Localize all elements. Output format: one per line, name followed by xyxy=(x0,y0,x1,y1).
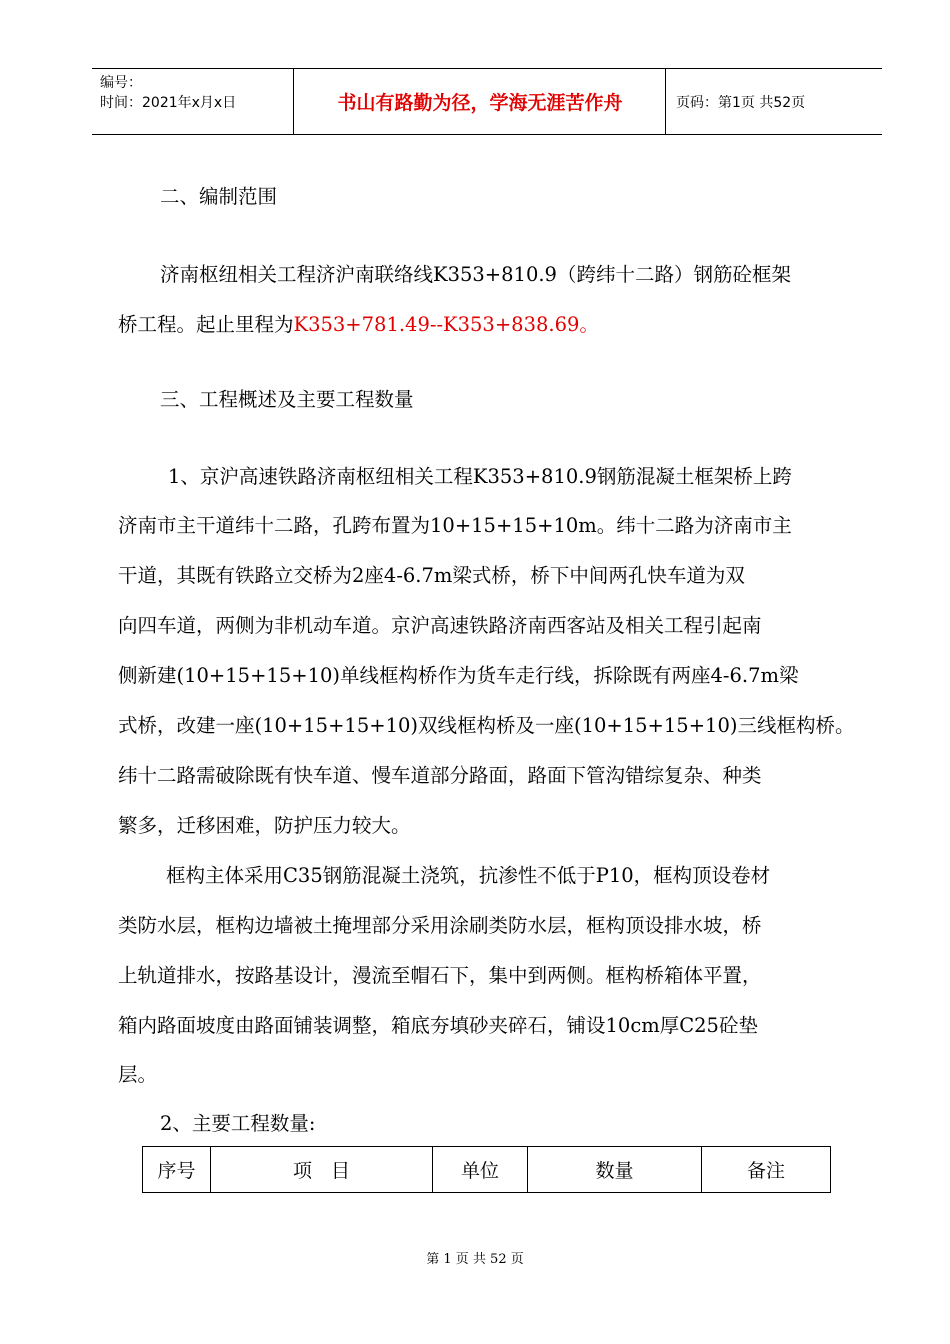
section-heading-overview: 三、工程概述及主要工程数量 xyxy=(160,388,414,411)
paragraph-line: 式桥，改建一座(10+15+15+10)双线框构桥及一座(10+15+15+10)三线框构桥。 xyxy=(118,714,855,737)
page-footer: 第 1 页 共 52 页 xyxy=(426,1252,524,1267)
table-header-cell: 序号 xyxy=(143,1147,211,1193)
header-motto: 书山有路勤为径，学海无涯苦作舟 xyxy=(337,92,623,114)
paragraph-line: 侧新建(10+15+15+10)单线框构桥作为货车走行线，拆除既有两座4-6.7m梁 xyxy=(118,664,799,687)
paragraph-line: 框构主体采用C35钢筋混凝土浇筑，抗渗性不低于P10，框构顶设卷材 xyxy=(166,864,771,887)
table-header-cell: 备注 xyxy=(702,1147,831,1193)
mileage-range: K353+781.49--K353+838.69。 xyxy=(293,313,599,336)
paragraph-line: 上轨道排水，按路基设计，漫流至帽石下，集中到两侧。框构桥箱体平置， xyxy=(118,964,762,987)
table-header-cell: 数量 xyxy=(528,1147,702,1193)
paragraph-line: 繁多，迁移困难，防护压力较大。 xyxy=(118,814,411,837)
paragraph-line: 干道，其既有铁路立交桥为2座4-6.7m梁式桥，桥下中间两孔快车道为双 xyxy=(118,564,745,587)
document-number-label: 编号： xyxy=(100,75,142,91)
header-page-info: 页码：第1页 共52页 xyxy=(676,94,806,111)
scope-text-prefix: 桥工程。起止里程为 xyxy=(118,313,294,336)
document-time-label: 时间：2021年x月x日 xyxy=(100,95,237,111)
scope-text-line xyxy=(118,309,599,337)
table-header-cell: 单位 xyxy=(433,1147,528,1193)
paragraph-line: 济南市主干道纬十二路，孔跨布置为10+15+15+10m。纬十二路为济南市主 xyxy=(118,514,792,537)
section-heading-scope: 二、编制范围 xyxy=(160,185,278,208)
scope-text-line: 济南枢纽相关工程济沪南联络线K353+810.9（跨纬十二路）钢筋砼框架 xyxy=(160,263,791,286)
paragraph-line: 类防水层，框构边墙被土掩埋部分采用涂刷类防水层，框构顶设排水坡，桥 xyxy=(118,914,762,937)
paragraph-line: 向四车道，两侧为非机动车道。京沪高速铁路济南西客站及相关工程引起南 xyxy=(118,614,762,637)
table-header-row xyxy=(143,1147,831,1193)
quantities-table xyxy=(142,1146,831,1193)
paragraph-line: 层。 xyxy=(118,1063,158,1086)
paragraph-line: 箱内路面坡度由路面铺装调整，箱底夯填砂夹碎石，铺设10cm厚C25砼垫 xyxy=(118,1014,758,1037)
header-divider xyxy=(665,69,666,134)
table-header-cell: 项 目 xyxy=(211,1147,433,1193)
section-heading-quantities: 2、主要工程数量: xyxy=(160,1112,316,1135)
paragraph-line: 1、京沪高速铁路济南枢纽相关工程K353+810.9钢筋混凝土框架桥上跨 xyxy=(168,465,792,488)
header-meta xyxy=(100,73,236,113)
page-header xyxy=(92,68,882,135)
paragraph-line: 纬十二路需破除既有快车道、慢车道部分路面，路面下管沟错综复杂、种类 xyxy=(118,764,762,787)
